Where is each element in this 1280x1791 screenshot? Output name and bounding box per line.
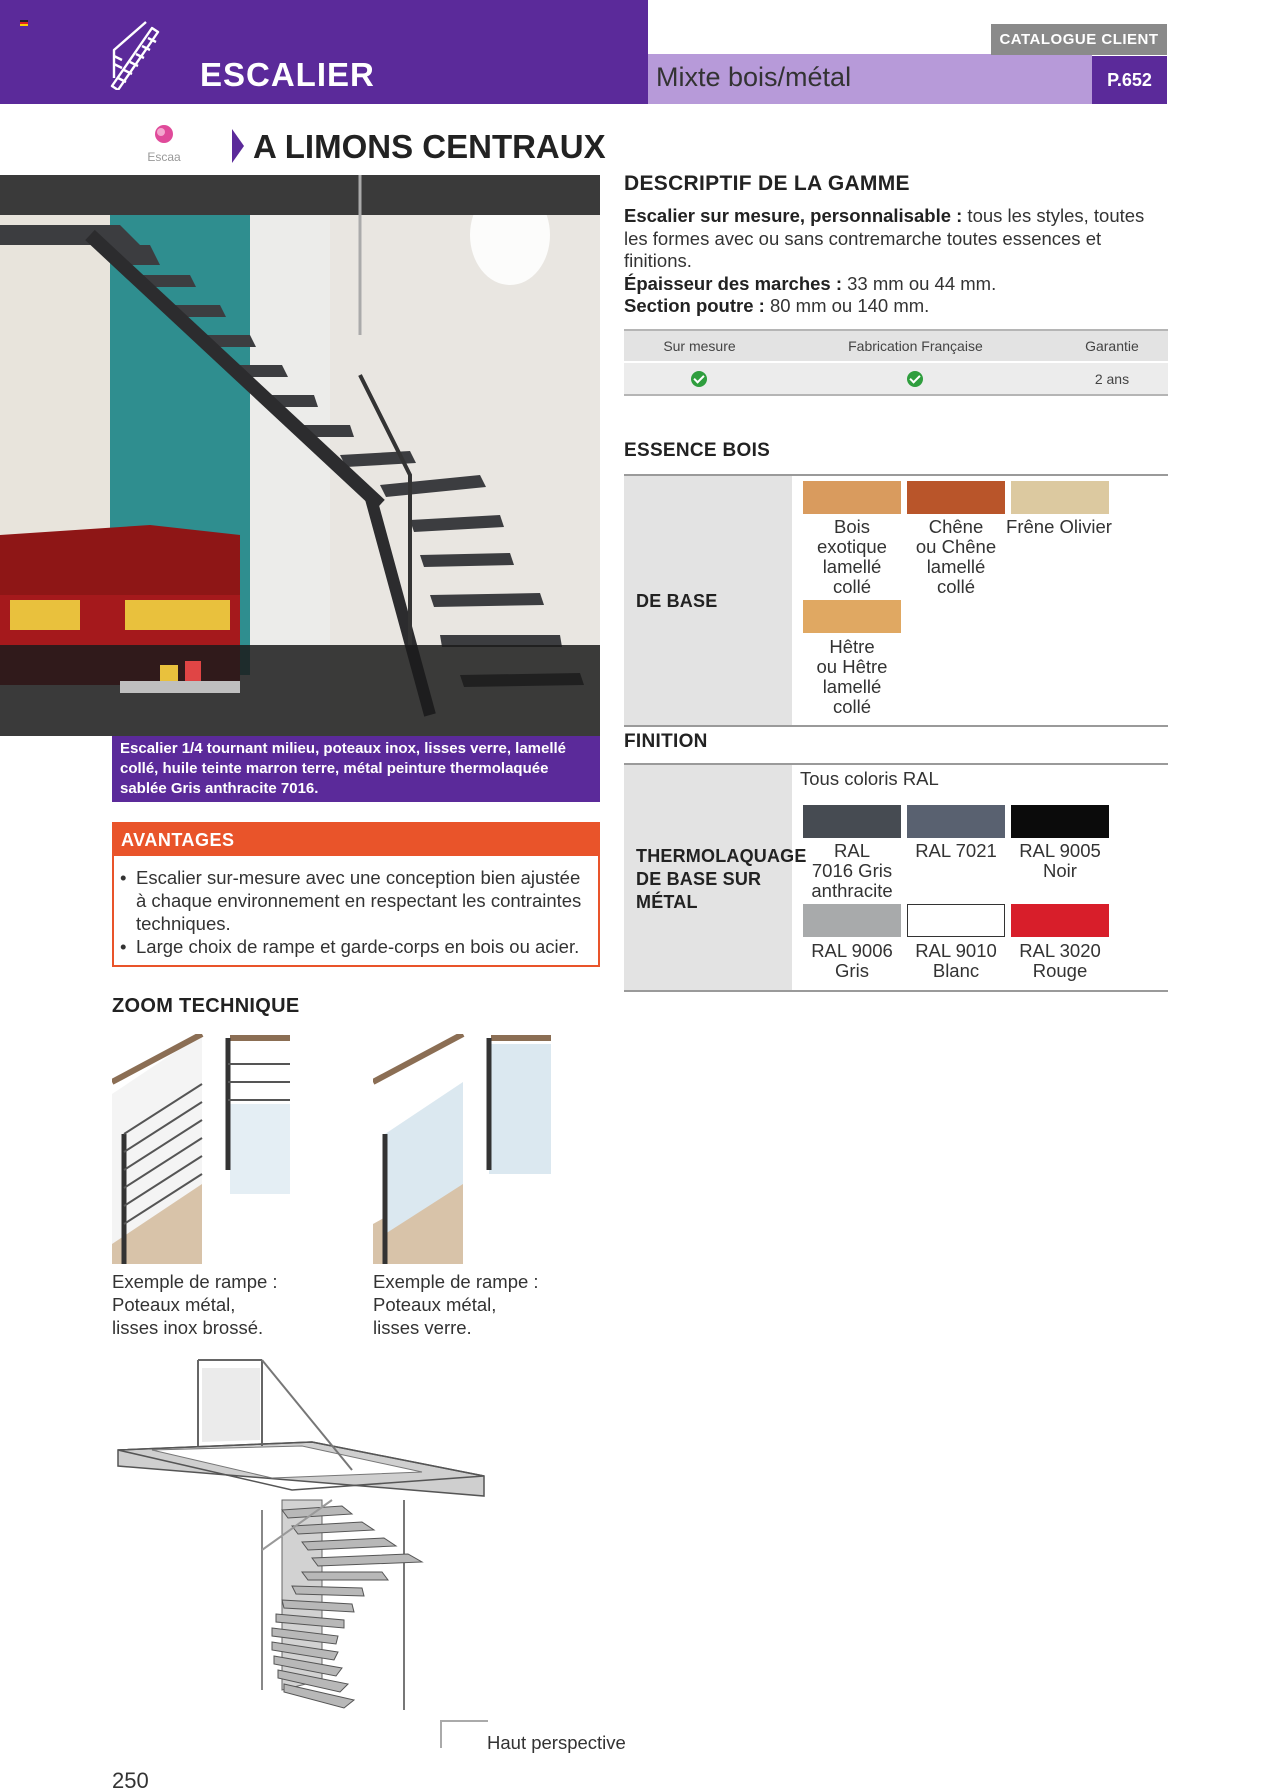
advantages-title: AVANTAGES [114,824,598,856]
label-line: lamellé [926,556,986,577]
label-line: collé [832,696,872,717]
photo-caption: Escalier 1/4 tournant milieu, poteaux inox, lisses verre, lamellé collé, huile teinte marron terre, métal peinture thermolaquée sablée Gris anthracite 7016. [112,736,600,802]
essence-title: ESSENCE BOIS [624,440,771,461]
caption-line: lisses verre. [373,1317,472,1338]
descriptif-bold: Escalier sur mesure, personnalisable : [624,205,963,226]
all-ral-colors-label: Tous coloris RAL [800,768,939,789]
caption-line: Exemple de rampe : [112,1271,278,1292]
catalogue-label: CATALOGUE CLIENT [991,24,1167,55]
descriptif-bold: Section poutre : [624,295,765,316]
caption-line: Poteaux métal, [112,1294,236,1315]
wood-swatch [803,481,901,514]
descriptif-line [624,273,1169,296]
descriptif-bold: Épaisseur des marches : [624,272,842,294]
check-icon [691,371,707,387]
feature-cell: 2 ans [1056,362,1168,395]
staircase-icon [108,20,160,90]
ramp-glass-illustration [373,1034,551,1264]
label-line: RAL [834,840,870,861]
label-line: ou Hêtre [816,656,888,677]
label-line: lamellé [822,556,882,577]
wood-label [802,517,902,597]
descriptif-body [624,205,1169,318]
caption-line: Exemple de rampe : [373,1271,539,1292]
label-line: RAL 7021 [915,840,997,861]
feature-cell [775,362,1056,395]
section-arrow-icon [232,129,244,163]
wood-swatch [1011,481,1109,514]
header-band [0,0,648,104]
label-line: RAL 9006 [811,940,893,961]
descriptif-text: 80 mm ou 140 mm. [764,295,930,316]
label-line: RAL 3020 [1019,940,1101,961]
stair-3d-illustration [112,1350,492,1730]
descriptif-text: 33 mm ou 44 mm. [842,272,997,294]
label-line: Blanc [932,960,980,981]
label-line: collé [936,576,976,597]
brand-name: Escaa [147,150,181,164]
page-number: 250 [112,1768,149,1791]
label-line: anthracite [811,880,893,901]
finition-panel-label [636,845,807,914]
label-line: Hêtre [829,636,875,657]
ral-swatch [803,805,901,838]
check-icon [907,371,923,387]
divider [624,725,1168,727]
ral-swatch [907,904,1005,937]
essence-panel-label: DE BASE [636,591,718,611]
zoom-title: ZOOM TECHNIQUE [112,995,300,1017]
category-title: ESCALIER [200,56,375,93]
wood-label [1003,517,1115,537]
ral-swatch [1011,904,1109,937]
label-line: exotique [817,536,887,557]
label-line: THERMOLAQUAGE [636,846,807,866]
wood-swatch [907,481,1005,514]
ramp2-caption [373,1270,539,1339]
wood-label [906,517,1006,597]
ral-label [802,941,902,981]
label-line: Gris [835,960,869,981]
descriptif-title: DESCRIPTIF DE LA GAMME [624,172,910,195]
feature-header: Sur mesure [624,330,775,362]
label-line: Noir [1043,860,1077,881]
descriptif-line [624,295,1169,318]
caption-line: Poteaux métal, [373,1294,497,1315]
descriptif-text: tous les styles, toutes les formes avec ou sans contremarche toutes essences et finitions. [624,205,1145,271]
subcategory-title: Mixte bois/métal [656,62,852,92]
feature-header: Garantie [1056,330,1168,362]
advantages-list [114,856,598,958]
wood-swatch [803,600,901,633]
ral-label [1010,941,1110,981]
label-line: RAL 9005 [1019,840,1101,861]
advantage-item: • Large choix de rampe et garde-corps en bois ou acier. [120,935,590,958]
flag-icon [20,20,28,26]
divider [624,990,1168,992]
label-line: DE BASE SUR [636,869,762,889]
ral-label [906,941,1006,981]
label-line: collé [832,576,872,597]
label-line: Rouge [1032,960,1088,981]
finition-title: FINITION [624,731,708,752]
features-table [624,329,1168,396]
ral-label [1010,841,1110,881]
ramp-inox-illustration [112,1034,290,1264]
wood-label [802,637,902,717]
ral-label [802,841,902,901]
label-line: ou Chêne [915,536,997,557]
feature-cell [624,362,775,395]
ral-label [906,841,1006,861]
label-line: Bois [834,516,870,537]
label-line: RAL 9010 [915,940,997,961]
perspective-marker [440,1720,488,1748]
perspective-label: Haut perspective [487,1732,626,1753]
ral-swatch [1011,805,1109,838]
label-line: MÉTAL [636,892,698,912]
product-photo [0,175,600,736]
caption-line: lisses inox brossé. [112,1317,264,1338]
ral-swatch [803,904,901,937]
ramp1-caption [112,1270,278,1339]
advantages-box [112,822,600,967]
ral-swatch [907,805,1005,838]
brand-logo [138,122,190,172]
label-line: 7016 Gris [811,860,893,881]
label-line: Frêne Olivier [1006,516,1112,537]
label-line: Chêne [928,516,984,537]
section-title: A LIMONS CENTRAUX [253,128,606,165]
advantage-item: • Escalier sur-mesure avec une conception bien ajustée à chaque environnement en respectant les contraintes techniques. [120,866,590,935]
label-line: lamellé [822,676,882,697]
descriptif-line [624,205,1169,273]
brand-mark-icon [138,122,190,152]
feature-header: Fabrication Française [775,330,1056,362]
page-reference: P.652 [1092,56,1167,104]
